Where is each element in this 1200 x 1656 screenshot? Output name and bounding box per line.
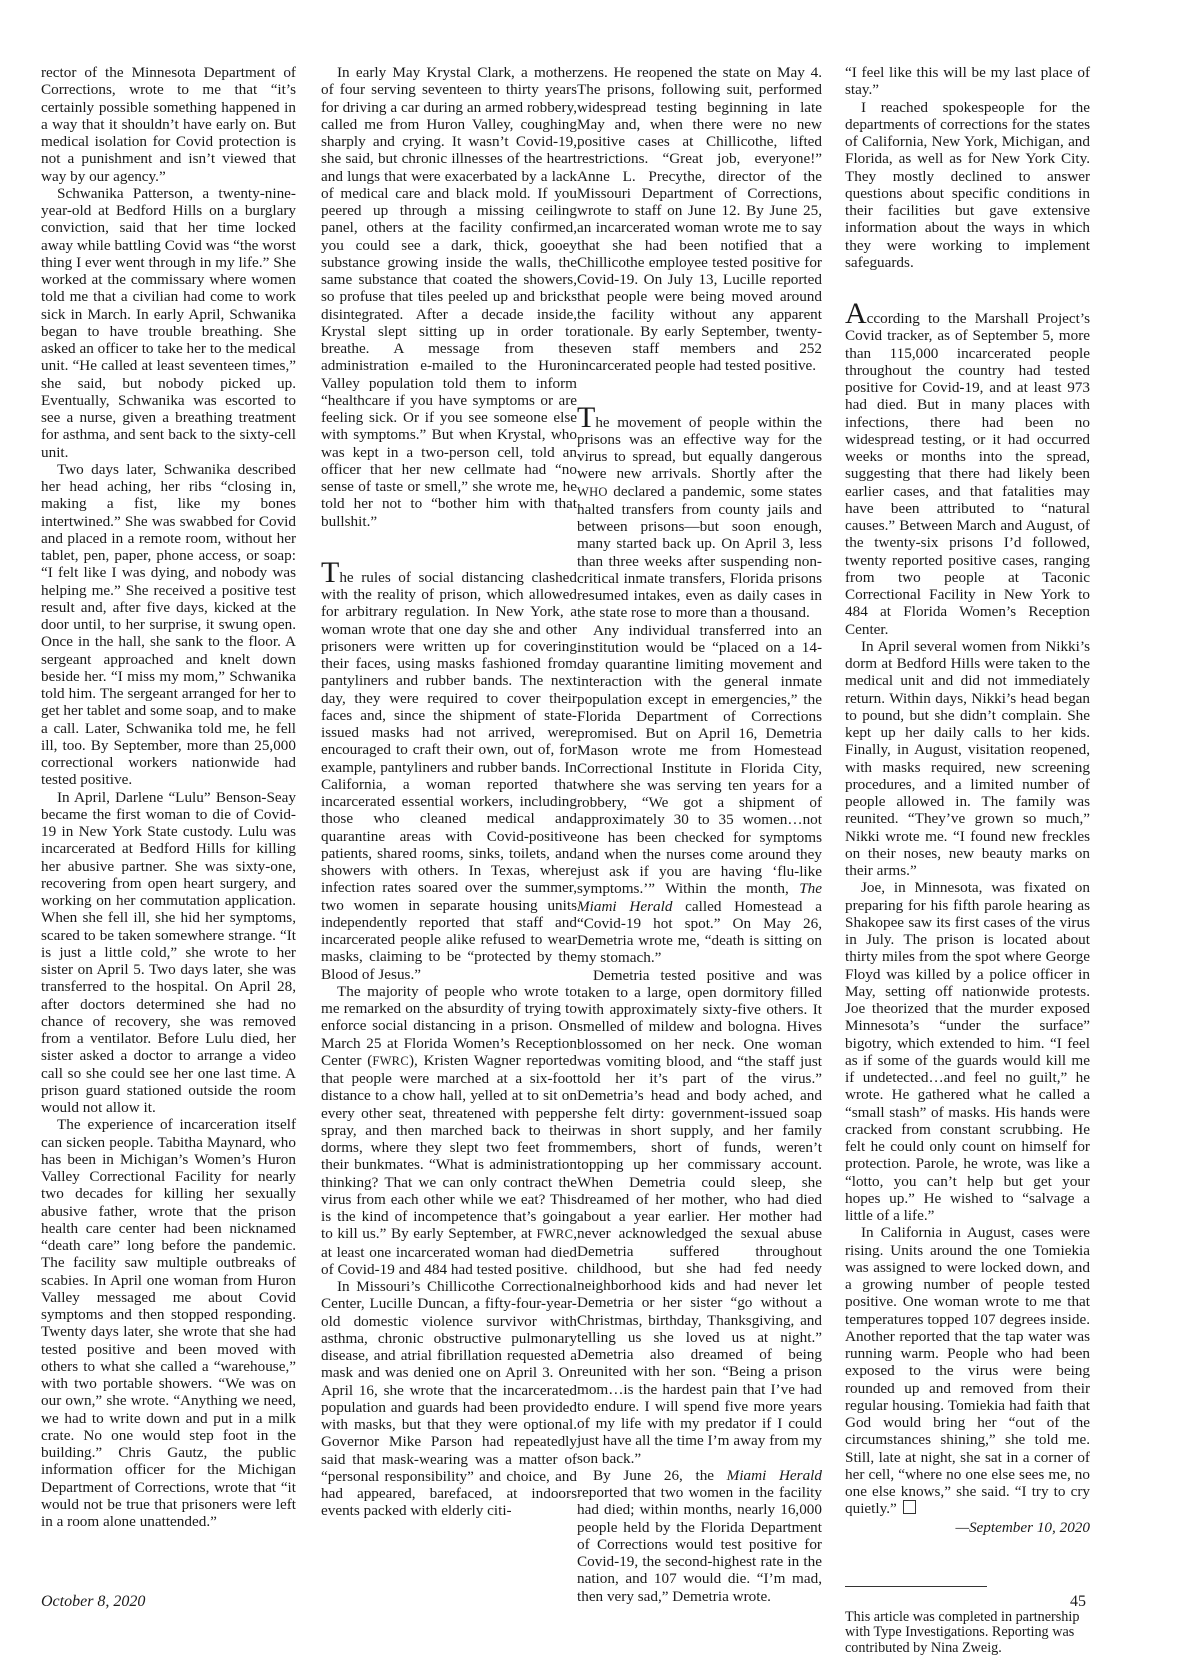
section-paragraph: The movement of people within the prisons was an effective way for the virus to spread, but equally dangerous were new arrivals. Shortly after the WHO declared a pandemic, some states halted transfers from county jails and between prisons—but soon enough, many started back up. On April 3, less than three weeks after suspending non-critical inmate transfers, Florida prisons resumed intakes, even as daily cases in the state rose to more than a thousand.: [577, 400, 822, 622]
paragraph: The experience of incarceration itself can sicken people. Tabitha Maynard, who has been in Michigan’s Women’s Huron Valley Correctional Facility for nearly two decades for killing her sexually abusive father, wrote that the prison health care center had been nicknamed “death care” long before the pandemic. The facility saw multiple outbreaks of scabies. In April one woman from Huron Valley messaged me about Covid symptoms and then stopped responding. Twenty days later, she wrote that she had tested positive and been moved with others to what she called a “warehouse,” with two portable showers. “We was on our own,” she wrote. “Anything we need, we had to write down and put in a milk crate. No one would step foot in the building.” Chris Gautz, the public information officer for the Michigan Department of Corrections, wrote that “it would not be true that prisoners were left in a room alone unattended.”: [41, 1116, 296, 1530]
drop-cap: A: [845, 297, 867, 330]
paragraph: By June 26, the Miami Herald reported that two women in the facility had died; within months, nearly 16,000 people held by the Florida Department of Corrections would test positive for Covid-19, the second-highest rate in the nation, and 107 would die. “I’m mad, then very sad,” Demetria wrote.: [577, 1466, 822, 1605]
column-1: [41, 64, 296, 1530]
section-paragraph: The rules of social distancing clashed with the reality of prison, which allowed for arbitrary regulation. In New York, a woman wrote that one day she and other prisoners were written up for covering their faces, using masks fashioned from pantyliners and rubber bands. The next day, they were required to cover their faces and, since the shipment of state-issued masks had not arrived, were encouraged to craft their own, out of, for example, pantyliners and rubber bands. In California, a woman reported that incarcerated essential workers, including those who cleaned medical and quarantine areas with Covid-positive patients, shared rooms, sinks, toilets, and showers with others. In Texas, where infection rates soared over the summer, two women in separate housing units independently reported that staff and incarcerated people alike refused to wear masks, claiming to be “protected by the Blood of Jesus.”: [321, 555, 577, 983]
paragraph: In April, Darlene “Lulu” Benson-Seay became the first woman to die of Covid-19 in New York State custody. Lulu was incarcerated at Bedford Hills for killing her abusive partner. She was sixty-one, recovering from open heart surgery, and working on her commutation application. When she fell ill, she hid her symptoms, scared to be taken somewhere strange. “It is just a little cold,” she wrote to her sister on April 5. Two days later, she was transferred to the hospital. On April 28, after doctors determined she had no chance of recovery, she was removed from a ventilator. Before Lulu died, her sister asked a doctor to arrange a video call so she could see her one last time. A prison guard stationed outside the room would not allow it.: [41, 788, 296, 1116]
drop-cap: T: [577, 400, 596, 434]
paragraph: The majority of people who wrote to me remarked on the absurdity of trying to enforce social distancing in a prison. On March 25 at Florida Women’s Reception Center (FWRC), Kristen Wagner reported that people were marched at a six-foot distance to a chow hall, yelled at to sit on every other seat, threatened with pepper spray, and then marched back to their dorms, where they slept two feet from their bunkmates. “What is administration thinking? That we can only contract the virus from each other while we eat? This is the kind of incompetence that’s going to kill us.” By early September, at FWRC, at least one incarcerated woman had died of Covid-19 and 484 had tested positive.: [321, 982, 578, 1278]
paragraph: Schwanika Patterson, a twenty-nine-year-old at Bedford Hills on a burglary conviction, said that her time locked away while battling Covid was “the worst thing I ever went through in my life.” She worked at the commissary where women told me that a civilian had come to work sick in March. In early April, Schwanika began to have trouble breathing. She asked an officer to take her to the medical unit. “He called at least seventeen times,” she said, but nobody picked up. Eventually, Schwanika was escorted to see a nurse, given a breathing treatment for asthma, and sent back to the sixty-cell unit.: [41, 184, 296, 461]
paragraph: zens. He reopened the state on May 4. The prisons, following suit, performed widespread testing beginning in late May and, when there were no new positive cases at Chillicothe, lifted restrictions. “Great job, everyone!” Anne L. Precythe, director of the Missouri Department of Corrections, wrote to staff on June 12. By June 25, an incarcerated woman wrote me to say that she had been notified that a Chillicothe employee tested positive for Covid-19. On July 13, Lucille reported that people were being moved around the facility without any apparent rationale. By early September, twenty-seven staff members and 252 incarcerated people had tested positive.: [577, 64, 822, 375]
paragraph: In April several women from Nikki’s dorm at Bedford Hills were taken to the medical unit and did not immediately return. Within days, Nikki’s head began to pound, but she didn’t complain. She kept up her daily calls to her kids. Finally, in August, visitation reopened, with masks required, new screening procedures, and a limited number of people allowed in. The family was reunited. “They’ve grown so much,” Nikki wrote me. “I found new freckles on their noses, new beauty marks on their arms.”: [845, 637, 1090, 879]
section-paragraph: According to the Marshall Project’s Covid tracker, as of September 5, more than 115,000 incarcerated people throughout the country had tested positive for Covid-19, and at least 973 had died. But in many places with infections, there had been no widespread testing, or it had occurred weeks or months into the spread, suggesting that there had likely been earlier cases, and that fatalities may have been attributed to “natural causes.” Between March and August, of the twenty-six prisons I’d followed, twenty reported positive cases, ranging from two people at Taconic Correctional Facility in New York to 484 at Florida Women’s Reception Center.: [845, 297, 1090, 638]
issue-date: October 8, 2020: [41, 1593, 146, 1610]
paragraph: I reached spokespeople for the departments of corrections for the states of California, New York, Michigan, and Florida, as well as for New York City. They mostly declined to answer questions about specific conditions in their facilities but gave extensive information about the ways in which they were working to implement safeguards.: [845, 98, 1090, 271]
paragraph: Demetria tested positive and was taken to a large, open dormitory filled with approximately sixty-five others. It smelled of mildew and bologna. Hives blossomed on her neck. One woman was vomiting blood, and “the staff just told her it’s part of the virus.” Demetria’s head and body ached, and she felt dirty: government-issued soap was in short supply, and her family members, short of funds, weren’t topping up her commissary account. When Demetria could sleep, she dreamed of her mother, who had died about a year earlier. Her mother had never acknowledged the sexual abuse Demetria suffered throughout childhood, but she had fed needy neighborhood kids and had never let Demetria or her sister “go without a Christmas, birthday, Thanksgiving, and telling us she loved us at night.” Demetria also dreamed of being reunited with her son. “Being a prison mom…is the hardest pain that I’ve had to endure. I will spend five more years of my life with my predator if I could just have all the time I’m away from my son back.”: [577, 966, 822, 1467]
dateline: —September 10, 2020: [955, 1518, 1090, 1536]
column-4: [845, 64, 1090, 1656]
paragraph: Joe, in Minnesota, was fixated on preparing for his fifth parole hearing as Shakopee saw its first cases of the virus in July. The prison is located about thirty miles from the spot where George Floyd was killed by a police officer in May, setting off nationwide protests. Joe theorized that the murder exposed Minnesota’s “under the surface” bigotry, which extended to him. “I feel as if some of the guards would kill me if undetected…and feel no guilt,” he wrote. He gathered what he called a “small stash” of masks. His hands were cracked from constant scrubbing. He felt he could only count on himself for protection. Parole, he wrote, was like a “lotto, you can’t help but get your hopes up.” He wished to “salvage a little of a life.”: [845, 879, 1090, 1224]
paragraph: rector of the Minnesota Department of Corrections, wrote to me that “it’s certainly possible something happened in a way that it shouldn’t have early on. But medical isolation for Covid protection is not a punishment and isn’t viewed that way by our agency.”: [41, 64, 296, 185]
divider: [845, 1586, 987, 1587]
paragraph: In early May Krystal Clark, a mother of four serving seventeen to thirty years for driving a car during an armed robbery, called me from Huron Valley, coughing sharply and crying. It wasn’t Covid-19, she said, but chronic illnesses of the heart and lungs that were exacerbated by a lack of medical care and black mold. If you peered up through a missing ceiling panel, others at the facility confirmed, you could see a dark, thick, gooey substance growing inside the walls, the same substance that coated the showers, so profuse that tiles peeled up and bricks disintegrated. After a decade inside, Krystal slept sitting up in order to breathe. A message from the administration e-mailed to the Huron Valley population told them to inform “healthcare if you have symptoms or are feeling sick. Or if you see someone else with symptoms.” But when Krystal, who was kept in a two-person cell, told an officer that her new cellmate had “no sense of taste or smell,” she wrote me, he told her not to “bother him with that bullshit.”: [321, 64, 577, 530]
page-number: 45: [1070, 1593, 1086, 1610]
column-2: [321, 64, 577, 1520]
paragraph: “I feel like this will be my last place of stay.”: [845, 64, 1090, 99]
credit-note: This article was completed in partnership with Type Investigations. Reporting was contributed by Nina Zweig.: [845, 1608, 1080, 1656]
paragraph: In California in August, cases were rising. Units around the one Tomiekia was assigned to were locked down, and a growing number of people tested positive. One woman wrote to me that temperatures topped 107 degrees inside. Another reported that the tap water was running warm. People who had been exposed to the virus were being rounded up and removed from their regular housing. Tomiekia had faith that God would bring her “out of the circumstances shining,” she told me. Still, late at night, she sat in a corner of her cell, “where no one else sees me, no one else knows,” she said. “I try to cry quietly.”: [845, 1224, 1090, 1518]
paragraph: Two days later, Schwanika described her head aching, her ribs “closing in, making a fist, like my bones intertwined.” She was swabbed for Covid and placed in a remote room, without her tablet, pen, paper, phone access, or soap: “I felt like I was dying, and nobody was helping me.” She received a positive test result and, after five days, kicked at the door until, to her surprise, it swung open. Once in the hall, she sank to the floor. A sergeant approached and knelt down beside her. “I miss my mom,” Schwanika told him. The sergeant arranged for her to get her tablet and some soap, and to make a call. Later, Schwanika told me, he fell ill, too. By September, more than 25,000 correctional workers nationwide had tested positive.: [41, 460, 296, 789]
end-mark-icon: [903, 1500, 916, 1514]
paragraph: In Missouri’s Chillicothe Correctional Center, Lucille Duncan, a fifty-four-year-old domestic violence survivor with asthma, chronic obstructive pulmonary disease, and atrial fibrillation requested a mask and was denied one on April 3. On April 16, she wrote that the incarcerated population and guards had been provided with masks, but that they were optional. Governor Mike Parson had repeatedly said that mask-wearing was a matter of “personal responsibility” and choice, and had appeared, barefaced, at indoors events packed with elderly citi-: [321, 1278, 577, 1520]
paragraph: Any individual transferred into an institution would be “placed on a 14-day quarantine limiting movement and interaction with the general inmate population except in emergencies,” the Florida Department of Corrections promised. But on April 16, Demetria Mason wrote me from Homestead Correctional Institute in Florida City, where she was serving ten years for a robbery, “We got a shipment of approximately 30 to 35 women…not one has been checked for symptoms and when the nurses come around they just ask if you are having ‘flu-like symptoms.’” Within the month, The Miami Herald called Homestead a “Covid-19 hot spot.” On May 26, Demetria wrote me, “death is sitting on my stomach.”: [577, 621, 822, 967]
column-3: [577, 64, 822, 1605]
drop-cap: T: [321, 555, 340, 589]
